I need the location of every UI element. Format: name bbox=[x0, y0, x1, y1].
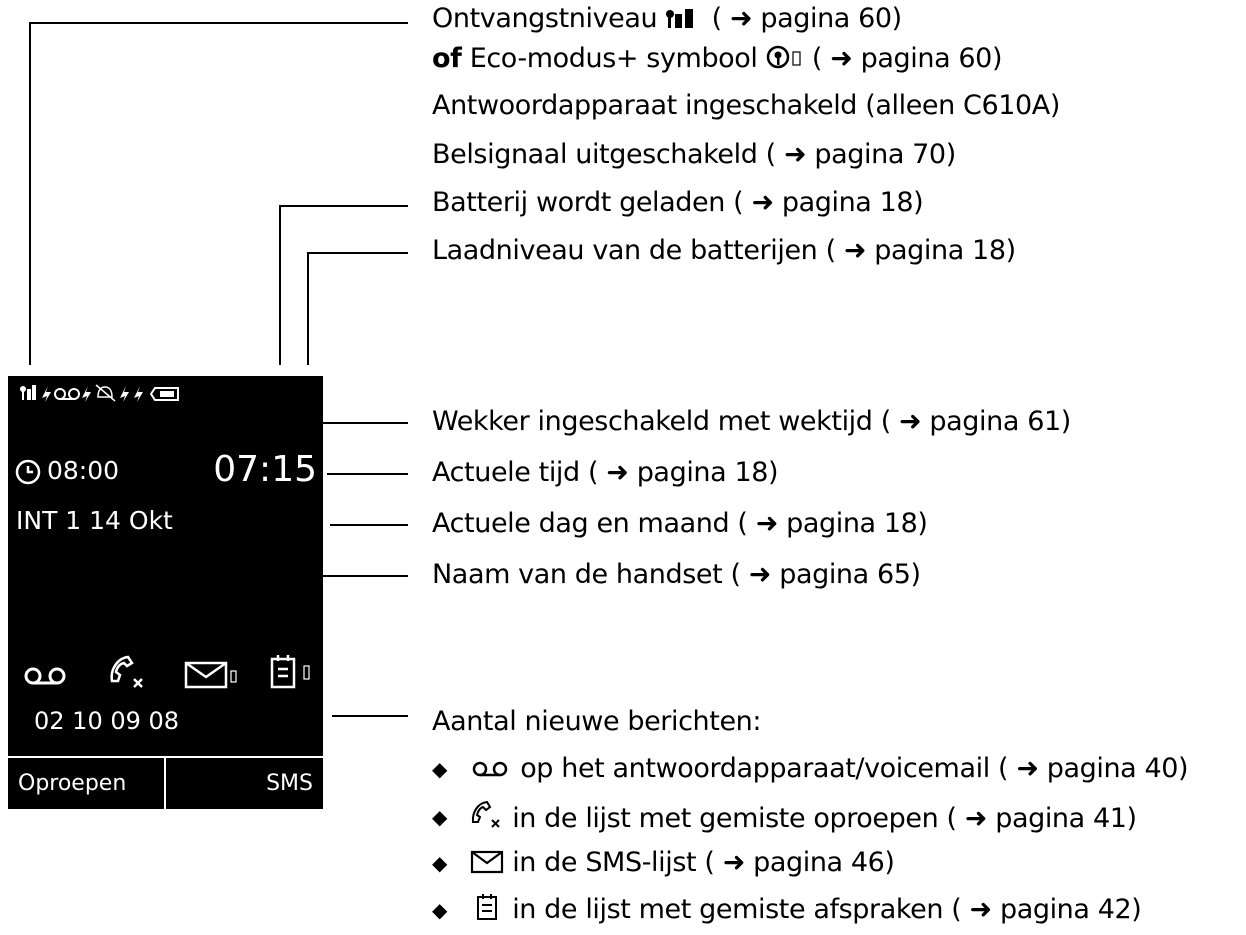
charging-callout: Batterij wordt geladen ( ➜ pagina 18) bbox=[432, 187, 924, 218]
bell-off-icon bbox=[96, 385, 115, 401]
handset-name-date: INT 1 14 Okt bbox=[16, 506, 173, 535]
calendar-icon bbox=[470, 893, 504, 921]
ringer-off-callout: Belsignaal uitgeschakeld ( ➜ pagina 70) bbox=[432, 139, 956, 170]
signal-callout: Ontvangstniveau ( ➜ pagina 60) bbox=[432, 3, 902, 34]
sms-envelope-icon bbox=[184, 660, 244, 690]
bullet-2: ◆ bbox=[432, 805, 448, 829]
missed-call-icon bbox=[470, 800, 504, 830]
bullet-4: ◆ bbox=[432, 898, 448, 922]
signal-strength-icon bbox=[665, 6, 703, 30]
message-item-sms: in de SMS-lijst ( ➜ pagina 46) bbox=[470, 846, 895, 880]
answering-machine-callout: Antwoordapparaat ingeschakeld (alleen C610A) bbox=[432, 90, 1061, 121]
alarm-callout: Wekker ingeschakeld met wektijd ( ➜ pagina 61) bbox=[432, 406, 1071, 437]
eco-callout: of Eco-modus+ symbool ( ➜ pagina 60) bbox=[432, 43, 1003, 74]
alarm-time: 08:00 bbox=[47, 456, 120, 485]
date-callout: Actuele dag en maand ( ➜ pagina 18) bbox=[432, 508, 928, 539]
eco-mode-icon bbox=[766, 44, 804, 70]
message-counters: 02 10 09 08 bbox=[34, 707, 180, 735]
bullet-1: ◆ bbox=[432, 757, 448, 781]
alarm-clock-icon bbox=[14, 458, 42, 486]
message-item-appointments: in de lijst met gemiste afspraken ( ➜ pagina 42) bbox=[470, 893, 1141, 927]
battery-level-callout: Laadniveau van de batterijen ( ➜ pagina 18) bbox=[432, 235, 1016, 266]
missed-call-icon bbox=[108, 654, 148, 692]
voicemail-icon bbox=[22, 666, 70, 690]
calendar-icon bbox=[269, 654, 317, 690]
message-item-voicemail: op het antwoordapparaat/voicemail ( ➜ pagina 40) bbox=[470, 752, 1188, 786]
handset-name-callout: Naam van de handset ( ➜ pagina 65) bbox=[432, 559, 921, 590]
signal-icon bbox=[20, 385, 36, 400]
envelope-icon bbox=[470, 850, 504, 874]
message-item-missed-calls: in de lijst met gemiste oproepen ( ➜ pagina 41) bbox=[470, 800, 1137, 836]
handset-display bbox=[8, 376, 323, 809]
voicemail-status-icon bbox=[55, 389, 79, 399]
softkey-sms[interactable]: SMS bbox=[266, 771, 313, 796]
softkey-oproepen[interactable]: Oproepen bbox=[18, 771, 127, 796]
bullet-3: ◆ bbox=[432, 851, 448, 875]
voicemail-icon bbox=[470, 760, 512, 780]
status-bar-icons bbox=[18, 382, 218, 404]
softkey-separator bbox=[164, 758, 166, 809]
clock: 07:15 bbox=[213, 449, 317, 490]
battery-icon bbox=[151, 388, 178, 400]
messages-callout: Aantal nieuwe berichten: bbox=[432, 706, 762, 737]
time-callout: Actuele tijd ( ➜ pagina 18) bbox=[432, 457, 779, 488]
